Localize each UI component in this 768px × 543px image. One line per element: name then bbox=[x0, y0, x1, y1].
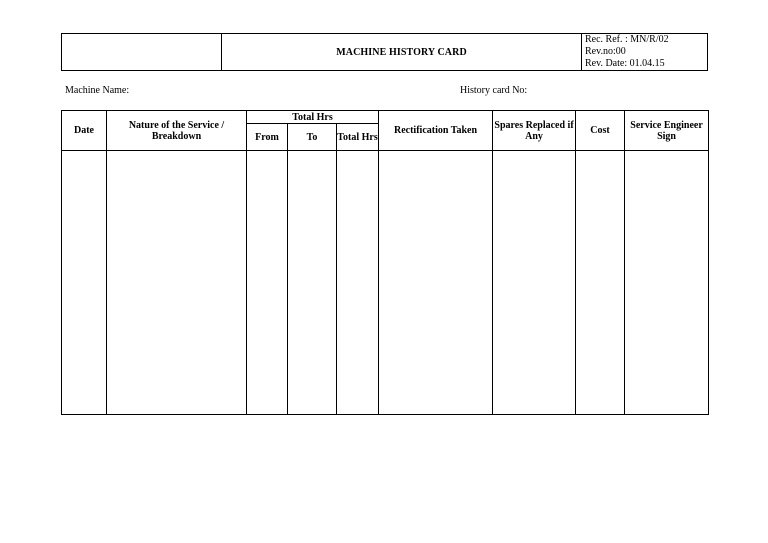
col-total-hrs: Total Hrs bbox=[337, 124, 379, 151]
col-from: From bbox=[247, 124, 288, 151]
col-rectification: Rectification Taken bbox=[379, 111, 493, 151]
col-engineer-sign: Service Engineer Sign bbox=[625, 111, 709, 151]
nature-cell[interactable] bbox=[107, 151, 247, 415]
machine-name-label: Machine Name: bbox=[65, 85, 130, 96]
col-cost: Cost bbox=[576, 111, 625, 151]
spares-cell[interactable] bbox=[493, 151, 576, 415]
table-row bbox=[62, 151, 709, 415]
logo-cell bbox=[62, 34, 222, 70]
rev-date: Rev. Date: 01.04.15 bbox=[585, 58, 665, 69]
to-cell[interactable] bbox=[288, 151, 337, 415]
form-header bbox=[61, 33, 708, 71]
engineer-sign-cell[interactable] bbox=[625, 151, 709, 415]
history-card-no-label: History card No: bbox=[460, 85, 528, 96]
rectification-cell[interactable] bbox=[379, 151, 493, 415]
col-spares: Spares Replaced if Any bbox=[493, 111, 576, 151]
form-fields bbox=[0, 85, 768, 99]
col-total-hrs-group: Total Hrs bbox=[247, 111, 379, 124]
from-cell[interactable] bbox=[247, 151, 288, 415]
revision-info bbox=[582, 34, 707, 70]
col-date: Date bbox=[62, 111, 107, 151]
form-title: MACHINE HISTORY CARD bbox=[222, 34, 582, 70]
col-nature: Nature of the Service / Breakdown bbox=[107, 111, 247, 151]
col-to: To bbox=[288, 124, 337, 151]
cost-cell[interactable] bbox=[576, 151, 625, 415]
date-cell[interactable] bbox=[62, 151, 107, 415]
total-hrs-cell[interactable] bbox=[337, 151, 379, 415]
history-table bbox=[61, 110, 709, 415]
rev-no: Rev.no:00 bbox=[585, 46, 626, 57]
rec-ref: Rec. Ref. : MN/R/02 bbox=[585, 34, 669, 45]
